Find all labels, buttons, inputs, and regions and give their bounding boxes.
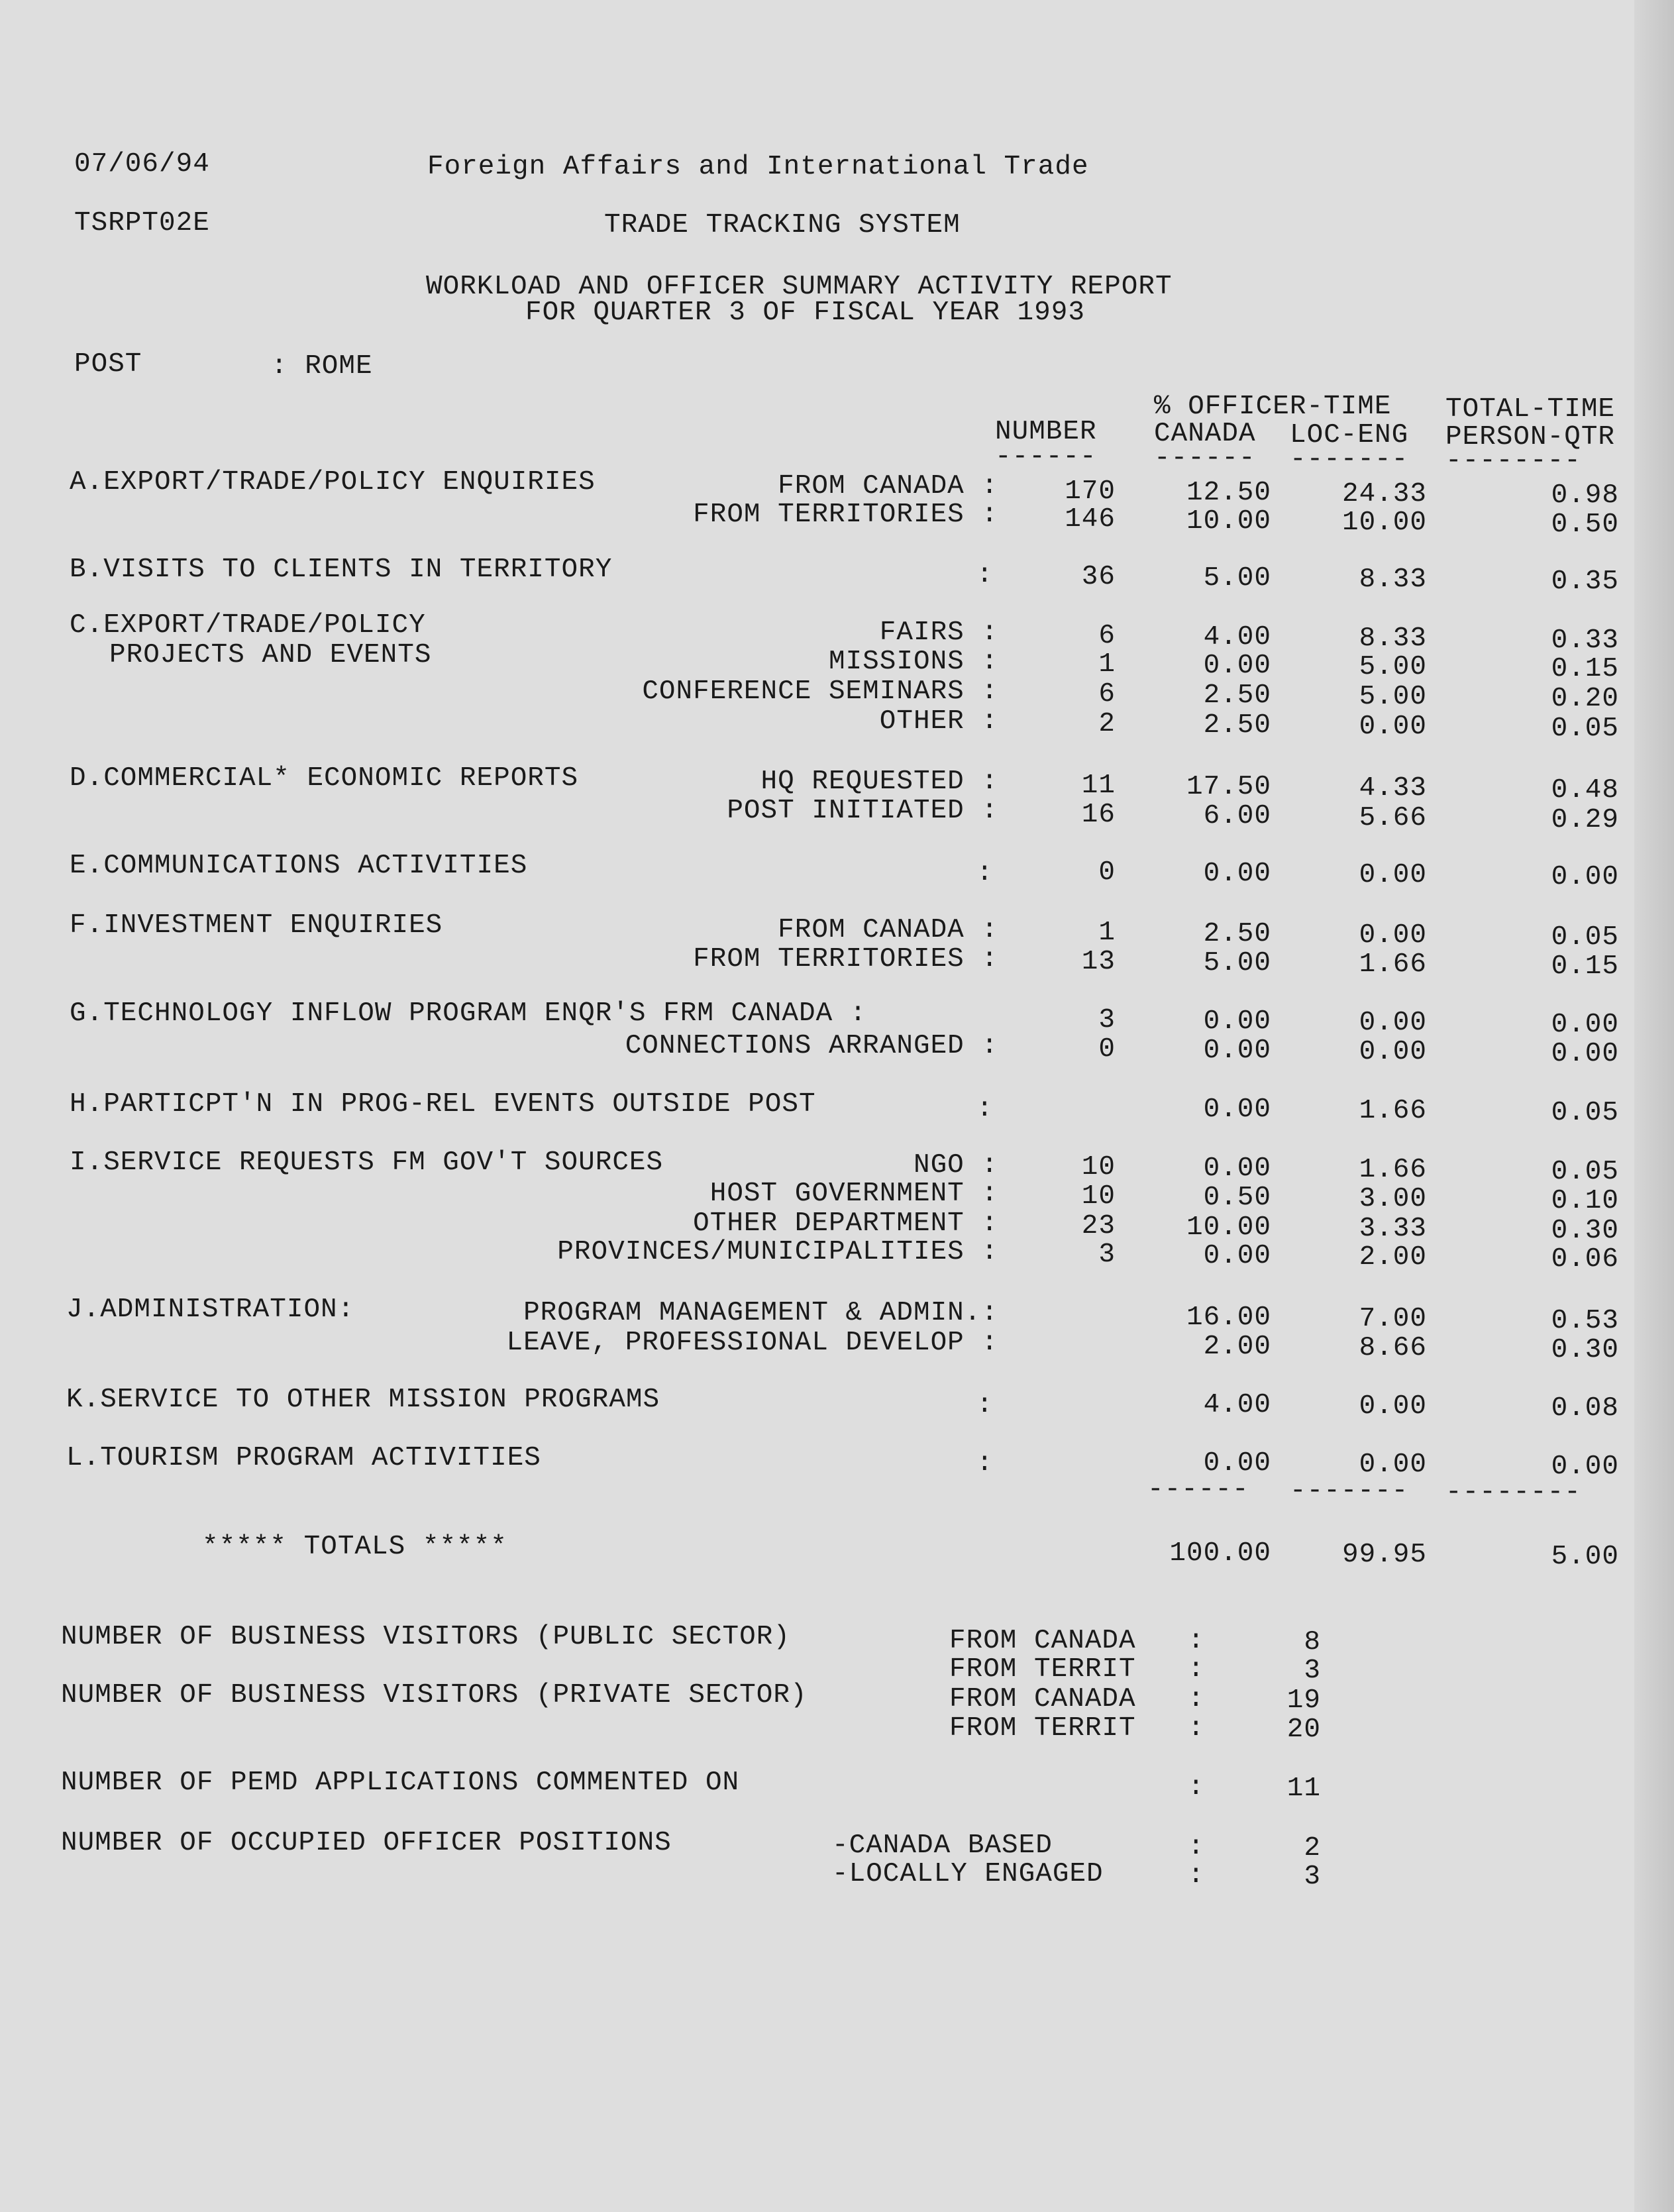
row-c4-loceng: 0.00 — [1359, 711, 1427, 742]
row-j2-total: 0.30 — [1551, 1335, 1619, 1365]
row-b-number: 36 — [1081, 562, 1116, 592]
pemd-colon: : — [1188, 1772, 1205, 1803]
row-a2-total: 0.50 — [1551, 509, 1619, 540]
row-a2-number: 146 — [1065, 504, 1116, 535]
row-k-canada: 4.00 — [1203, 1390, 1271, 1420]
post-value: : ROME — [271, 351, 373, 382]
col-canada-rule: ------ — [1154, 443, 1256, 474]
row-i3-sub: OTHER DEPARTMENT : — [693, 1208, 998, 1239]
row-c4-canada: 2.50 — [1203, 710, 1271, 741]
totals-canada: 100.00 — [1169, 1538, 1271, 1569]
row-c4-number: 2 — [1098, 709, 1116, 739]
row-i1-number: 10 — [1081, 1152, 1116, 1183]
row-g1-canada: 0.00 — [1203, 1006, 1271, 1037]
totals-rule-total: -------- — [1445, 1477, 1581, 1508]
row-i2-loceng: 3.00 — [1359, 1184, 1427, 1214]
totals-rule-canada: ------ — [1147, 1475, 1249, 1505]
visitors-colon-2: : — [1188, 1654, 1205, 1685]
row-i2-total: 0.10 — [1551, 1186, 1619, 1216]
col-number: NUMBER — [995, 417, 1097, 447]
visitors-colon-4: : — [1188, 1713, 1205, 1744]
row-h-colon: : — [976, 1094, 994, 1124]
positions-locally-engaged-label: -LOCALLY ENGAGED — [832, 1859, 1104, 1889]
row-i1-total: 0.05 — [1551, 1157, 1619, 1187]
row-i3-loceng: 3.33 — [1359, 1214, 1427, 1244]
row-d2-canada: 6.00 — [1203, 801, 1271, 831]
visitors-public-from-territ: FROM TERRIT — [949, 1654, 1136, 1685]
section-l-label: L.TOURISM PROGRAM ACTIVITIES — [66, 1443, 541, 1473]
row-h-canada: 0.00 — [1203, 1094, 1271, 1125]
positions-label: NUMBER OF OCCUPIED OFFICER POSITIONS — [61, 1828, 672, 1858]
row-f2-canada: 5.00 — [1203, 948, 1271, 978]
row-c1-total: 0.33 — [1551, 625, 1619, 656]
row-c2-loceng: 5.00 — [1359, 652, 1427, 682]
row-j1-canada: 16.00 — [1186, 1302, 1271, 1333]
row-a2-loceng: 10.00 — [1341, 507, 1427, 538]
row-j1-total: 0.53 — [1551, 1306, 1619, 1336]
row-l-total: 0.00 — [1551, 1451, 1619, 1482]
row-d1-total: 0.48 — [1551, 775, 1619, 806]
row-f2-sub: FROM TERRITORIES : — [693, 944, 998, 974]
row-d2-loceng: 5.66 — [1359, 803, 1427, 833]
visitors-colon-3: : — [1188, 1684, 1205, 1714]
section-g-label: G.TECHNOLOGY INFLOW PROGRAM ENQR'S FRM CANADA : — [70, 998, 867, 1029]
positions-colon-1: : — [1188, 1832, 1205, 1862]
row-j1-loceng: 7.00 — [1359, 1304, 1427, 1334]
row-c4-total: 0.05 — [1551, 713, 1619, 744]
row-c3-number: 6 — [1098, 679, 1116, 710]
row-f1-loceng: 0.00 — [1359, 920, 1427, 951]
section-h-label: H.PARTICPT'N IN PROG-REL EVENTS OUTSIDE POST — [70, 1089, 816, 1120]
positions-colon-2: : — [1188, 1860, 1205, 1891]
row-g2-number: 0 — [1098, 1034, 1116, 1065]
visitors-private-label: NUMBER OF BUSINESS VISITORS (PRIVATE SECTOR) — [61, 1680, 808, 1711]
totals-rule-loceng: ------- — [1290, 1476, 1409, 1506]
row-g2-loceng: 0.00 — [1359, 1037, 1427, 1067]
col-number-rule: ------ — [995, 442, 1097, 472]
row-a2-sub: FROM TERRITORIES : — [693, 500, 998, 530]
report-period: FOR QUARTER 3 OF FISCAL YEAR 1993 — [525, 297, 1085, 328]
row-b-total: 0.35 — [1551, 566, 1619, 597]
row-f2-loceng: 1.66 — [1359, 949, 1427, 980]
row-b-loceng: 8.33 — [1359, 564, 1427, 595]
row-c2-canada: 0.00 — [1203, 651, 1271, 681]
col-total-time-group: TOTAL-TIME — [1445, 394, 1616, 425]
row-e-number: 0 — [1098, 857, 1116, 888]
row-k-colon: : — [976, 1390, 994, 1420]
visitors-public-from-canada: FROM CANADA — [949, 1626, 1136, 1656]
row-d1-canada: 17.50 — [1186, 772, 1271, 802]
row-i2-number: 10 — [1081, 1181, 1116, 1212]
row-b-colon: : — [976, 560, 994, 590]
row-i4-total: 0.06 — [1551, 1244, 1619, 1275]
report-title: WORKLOAD AND OFFICER SUMMARY ACTIVITY REPORT — [426, 272, 1173, 302]
row-c2-total: 0.15 — [1551, 654, 1619, 684]
row-i4-loceng: 2.00 — [1359, 1242, 1427, 1273]
visitors-public-canada-value: 8 — [1304, 1627, 1321, 1658]
row-i1-sub: NGO : — [913, 1150, 998, 1181]
row-j2-loceng: 8.66 — [1359, 1333, 1427, 1363]
row-g2-sub: CONNECTIONS ARRANGED : — [625, 1031, 998, 1061]
visitors-colon-1: : — [1188, 1626, 1205, 1656]
row-c3-loceng: 5.00 — [1359, 682, 1427, 712]
row-c1-number: 6 — [1098, 621, 1116, 651]
row-c3-sub: CONFERENCE SEMINARS : — [642, 676, 998, 707]
section-f-label: F.INVESTMENT ENQUIRIES — [70, 910, 443, 941]
row-l-loceng: 0.00 — [1359, 1449, 1427, 1480]
section-e-label: E.COMMUNICATIONS ACTIVITIES — [70, 851, 528, 881]
row-i2-canada: 0.50 — [1203, 1183, 1271, 1213]
row-c3-total: 0.20 — [1551, 684, 1619, 714]
row-d2-number: 16 — [1081, 800, 1116, 830]
row-e-colon: : — [976, 858, 994, 888]
row-h-loceng: 1.66 — [1359, 1096, 1427, 1126]
visitors-private-from-canada: FROM CANADA — [949, 1684, 1136, 1714]
positions-canada-based-value: 2 — [1304, 1833, 1321, 1864]
row-d1-number: 11 — [1081, 770, 1116, 801]
row-l-colon: : — [976, 1448, 994, 1479]
row-i3-total: 0.30 — [1551, 1216, 1619, 1246]
visitors-private-from-territ: FROM TERRIT — [949, 1713, 1136, 1744]
row-i4-number: 3 — [1098, 1239, 1116, 1270]
row-f1-total: 0.05 — [1551, 922, 1619, 953]
report-code: TSRPT02E — [74, 208, 210, 238]
row-f1-number: 1 — [1098, 918, 1116, 948]
row-c3-canada: 2.50 — [1203, 680, 1271, 711]
pemd-label: NUMBER OF PEMD APPLICATIONS COMMENTED ON — [61, 1767, 740, 1798]
positions-locally-engaged-value: 3 — [1304, 1862, 1321, 1892]
row-c4-sub: OTHER : — [879, 706, 998, 737]
visitors-private-canada-value: 19 — [1286, 1685, 1321, 1716]
row-a1-loceng: 24.33 — [1341, 479, 1427, 509]
scan-edge-shadow — [1634, 0, 1674, 2212]
system-name: TRADE TRACKING SYSTEM — [604, 210, 961, 240]
row-i1-loceng: 1.66 — [1359, 1155, 1427, 1185]
row-c2-number: 1 — [1098, 649, 1116, 680]
row-c1-canada: 4.00 — [1203, 622, 1271, 653]
row-i4-canada: 0.00 — [1203, 1241, 1271, 1271]
section-b-label: B.VISITS TO CLIENTS IN TERRITORY — [70, 554, 613, 585]
totals-total: 5.00 — [1551, 1542, 1619, 1572]
section-i-label: I.SERVICE REQUESTS FM GOV'T SOURCES — [70, 1147, 664, 1178]
row-f1-sub: FROM CANADA : — [778, 915, 998, 945]
row-b-canada: 5.00 — [1203, 563, 1271, 594]
row-f2-number: 13 — [1081, 947, 1116, 977]
row-d1-loceng: 4.33 — [1359, 773, 1427, 804]
row-j2-sub: LEAVE, PROFESSIONAL DEVELOP : — [506, 1328, 998, 1358]
row-c1-loceng: 8.33 — [1359, 623, 1427, 654]
section-k-label: K.SERVICE TO OTHER MISSION PROGRAMS — [66, 1385, 660, 1415]
row-c1-sub: FAIRS : — [879, 617, 998, 648]
col-officer-time-group: % OFFICER-TIME — [1154, 392, 1392, 422]
row-a1-sub: FROM CANADA : — [778, 471, 998, 501]
row-j1-sub: PROGRAM MANAGEMENT & ADMIN.: — [523, 1298, 998, 1328]
row-g1-total: 0.00 — [1551, 1010, 1619, 1040]
row-l-canada: 0.00 — [1203, 1448, 1271, 1479]
pemd-value: 11 — [1286, 1773, 1321, 1804]
row-d2-total: 0.29 — [1551, 805, 1619, 835]
row-a1-total: 0.98 — [1551, 480, 1619, 511]
report-date: 07/06/94 — [74, 149, 210, 180]
positions-canada-based-label: -CANADA BASED — [832, 1830, 1053, 1861]
section-d-label: D.COMMERCIAL* ECONOMIC REPORTS — [70, 763, 579, 794]
section-c-label: C.EXPORT/TRADE/POLICY — [70, 610, 426, 641]
row-f2-total: 0.15 — [1551, 951, 1619, 982]
row-f1-canada: 2.50 — [1203, 919, 1271, 949]
row-d2-sub: POST INITIATED : — [727, 796, 998, 826]
row-e-loceng: 0.00 — [1359, 860, 1427, 890]
row-j2-canada: 2.00 — [1203, 1332, 1271, 1362]
row-g1-number: 3 — [1098, 1005, 1116, 1035]
row-k-total: 0.08 — [1551, 1393, 1619, 1424]
col-person-qtr-rule: -------- — [1445, 446, 1581, 476]
section-c-label-2: PROJECTS AND EVENTS — [109, 640, 432, 670]
row-d1-sub: HQ REQUESTED : — [760, 766, 998, 797]
col-loc-eng-rule: ------- — [1290, 445, 1409, 475]
row-a1-canada: 12.50 — [1186, 478, 1271, 508]
row-i4-sub: PROVINCES/MUNICIPALITIES : — [557, 1237, 998, 1267]
col-loc-eng: LOC-ENG — [1290, 420, 1409, 450]
totals-loceng: 99.95 — [1341, 1540, 1427, 1570]
row-i2-sub: HOST GOVERNMENT : — [709, 1179, 998, 1209]
col-person-qtr: PERSON-QTR — [1445, 422, 1616, 452]
row-e-total: 0.00 — [1551, 862, 1619, 892]
visitors-public-territ-value: 3 — [1304, 1656, 1321, 1686]
section-j-label: J.ADMINISTRATION: — [66, 1294, 355, 1325]
post-label: POST — [74, 349, 142, 380]
row-i3-number: 23 — [1081, 1211, 1116, 1241]
row-i3-canada: 10.00 — [1186, 1212, 1271, 1243]
section-a-label: A.EXPORT/TRADE/POLICY ENQUIRIES — [70, 467, 596, 498]
visitors-private-territ-value: 20 — [1286, 1714, 1321, 1745]
row-e-canada: 0.00 — [1203, 859, 1271, 889]
row-a2-canada: 10.00 — [1186, 506, 1271, 537]
row-g2-canada: 0.00 — [1203, 1035, 1271, 1066]
col-canada: CANADA — [1154, 419, 1256, 449]
row-a1-number: 170 — [1065, 476, 1116, 507]
department-name: Foreign Affairs and International Trade — [427, 152, 1089, 182]
row-i1-canada: 0.00 — [1203, 1153, 1271, 1184]
row-g1-loceng: 0.00 — [1359, 1008, 1427, 1038]
row-h-total: 0.05 — [1551, 1098, 1619, 1128]
visitors-public-label: NUMBER OF BUSINESS VISITORS (PUBLIC SECTOR) — [61, 1622, 790, 1652]
row-c2-sub: MISSIONS : — [828, 647, 998, 677]
totals-label: ***** TOTALS ***** — [202, 1532, 507, 1562]
row-k-loceng: 0.00 — [1359, 1391, 1427, 1422]
row-g2-total: 0.00 — [1551, 1039, 1619, 1069]
